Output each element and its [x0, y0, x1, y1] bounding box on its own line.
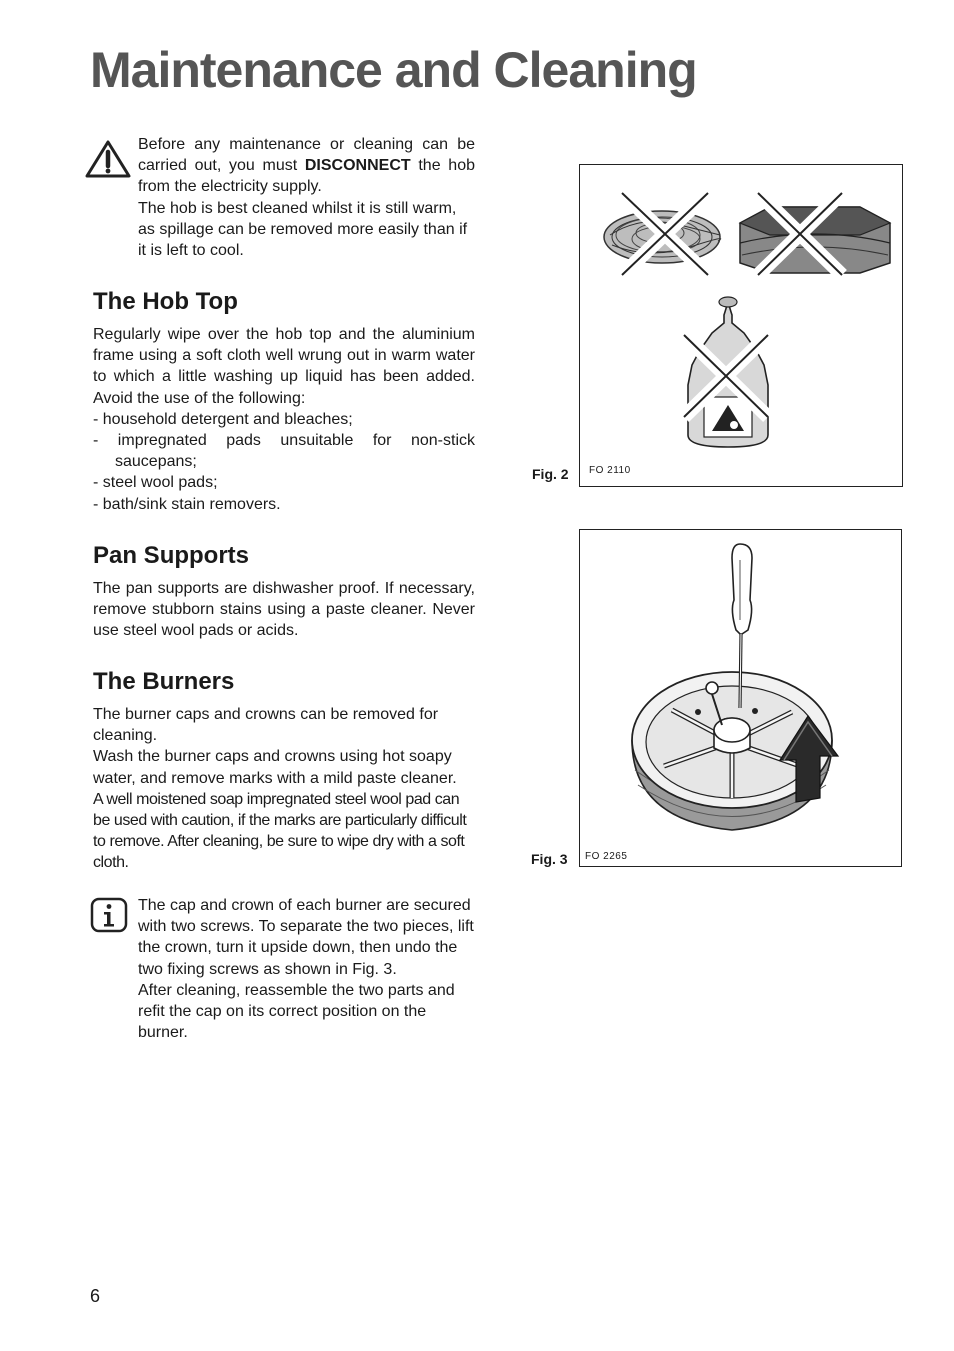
info-icon — [90, 897, 128, 933]
info-text — [138, 895, 475, 1043]
warning-emphasis: DISCONNECT — [304, 157, 411, 175]
figure-2 — [579, 164, 903, 487]
warning-paragraph-2: The hob is best cleaned whilst it is still warm, as spillage can be removed more easily than if it is left to cool. — [138, 199, 468, 260]
info-paragraph-1: The cap and crown of each burner are secured with two screws. To separate the two pieces, lift the crown, turn it upside down, then undo the two fixing screws as shown in Fig. 3. — [138, 897, 474, 978]
figure-3 — [579, 529, 902, 867]
burners-paragraph-2: Wash the burner caps and crowns using hot soapy water, and remove marks with a mild paste cleaner. — [93, 748, 457, 787]
list-item: - impregnated pads unsuitable for non-stick saucepans; — [93, 432, 475, 471]
hob-top-body — [93, 324, 475, 515]
burners-paragraph-1: The burner caps and crowns can be removed for cleaning. — [93, 706, 439, 745]
section-heading-burners: The Burners — [93, 668, 235, 695]
section-heading-pan-supports: Pan Supports — [93, 542, 250, 569]
warning-text-start: Before any maintenance or cleaning can be carried out, you must — [138, 136, 475, 175]
list-item: - bath/sink stain removers. — [93, 495, 281, 513]
warning-text-end: the hob from the electricity supply. — [138, 157, 475, 196]
figure-2-label: Fig. 2 — [532, 466, 569, 482]
list-item: - household detergent and bleaches; — [93, 410, 353, 428]
figure-3-code: FO 2265 — [585, 851, 628, 862]
burners-body — [93, 704, 475, 874]
figure-3-label: Fig. 3 — [531, 851, 568, 867]
warning-text — [138, 134, 475, 261]
figure-2-code: FO 2110 — [589, 465, 631, 476]
info-paragraph-2: After cleaning, reassemble the two parts and refit the cap on its correct position on the burner. — [138, 981, 455, 1042]
page-number: 6 — [90, 1286, 101, 1306]
page-title: Maintenance and Cleaning — [90, 42, 697, 98]
pan-supports-text: The pan supports are dishwasher proof. If necessary, remove stubborn stains using a paste cleaner. Never use steel wool pads or acids. — [93, 580, 475, 640]
list-item: - steel wool pads; — [93, 474, 218, 492]
burners-paragraph-3: A well moistened soap impregnated steel wool pad can be used with caution, if the marks are particularly difficult to remove. After cleaning, be sure to wipe dry with a soft cloth. — [93, 790, 467, 872]
warning-paragraph-1 — [138, 134, 475, 198]
section-heading-hob-top: The Hob Top — [93, 288, 238, 315]
warning-triangle-icon — [84, 139, 132, 179]
hob-top-intro: Regularly wipe over the hob top and the aluminium frame using a soft cloth well wrung out in warm water to which a little washing up liquid has been added. Avoid the use of the following: — [93, 326, 475, 407]
